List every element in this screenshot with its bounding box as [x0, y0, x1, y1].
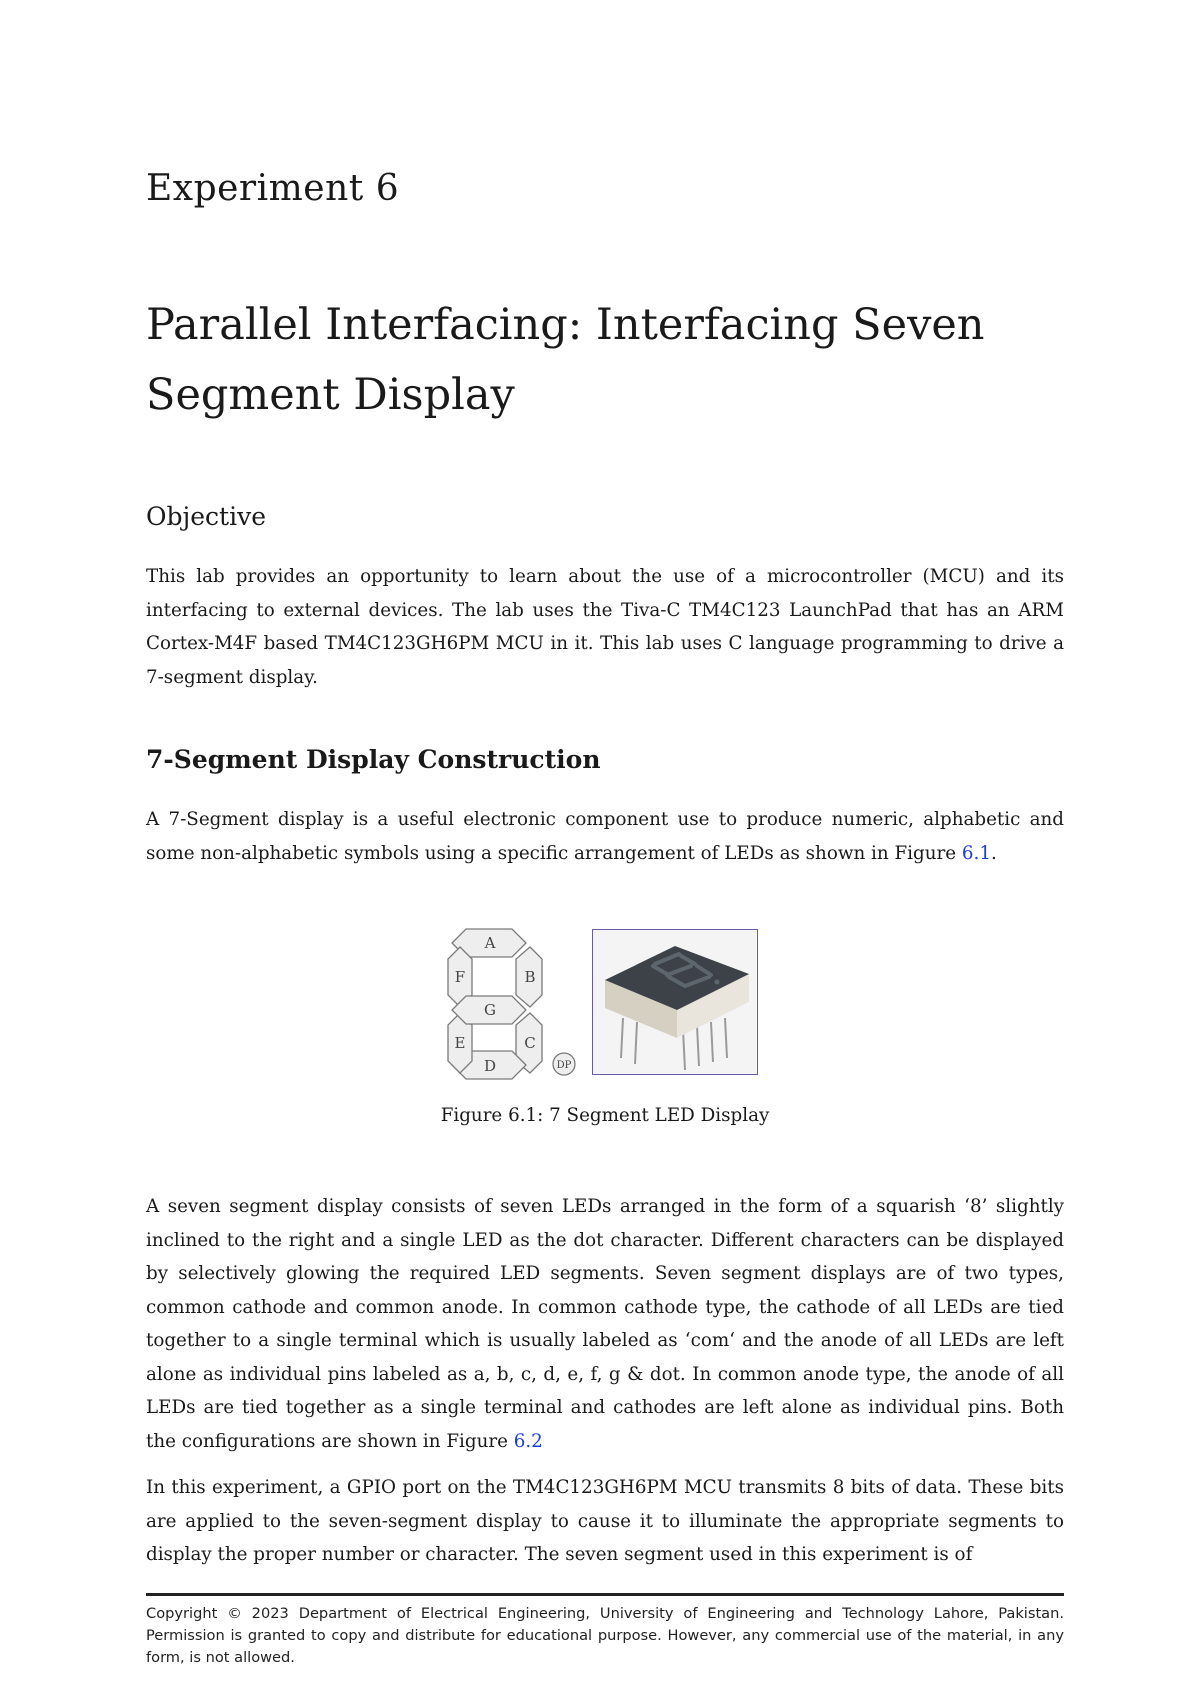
page-title: Parallel Interfacing: Interfacing Seven Segment Display	[146, 300, 985, 420]
objective-paragraph: This lab provides an opportunity to learn about the use of a microcontroller (MCU) and its interfacing to external devices. The lab uses the Tiva-C TM4C123 LaunchPad that has an ARM Cortex-M4F based TM4C123GH6PM MCU in it. This lab uses C language programming to drive a 7-segment display.	[146, 566, 1064, 688]
figure-caption: Figure 6.1: 7 Segment LED Display	[440, 1105, 770, 1126]
figure-6-2-link[interactable]: 6.2	[513, 1430, 543, 1452]
segment-diagram	[444, 925, 584, 1085]
seven-segment-photo	[592, 929, 758, 1075]
construction-text-end: .	[990, 842, 997, 864]
segment-a-label: A	[484, 934, 496, 952]
construction-heading: 7-Segment Display Construction	[146, 745, 601, 774]
segment-c-label: C	[524, 1034, 536, 1052]
experiment-paragraph: In this experiment, a GPIO port on the TM4C123GH6PM MCU transmits 8 bits of data. These bits are applied to the seven-segment display to cause it to illuminate the appropriate segments to display the proper number or character. The seven segment used in this experiment is of	[146, 1477, 1064, 1565]
construction-text: A 7-Segment display is a useful electronic component use to produce numeric, alphabetic and some non-alphabetic symbols using a specific arrangement of LEDs as shown in Figure	[146, 809, 1064, 864]
description-paragraph	[146, 1190, 1064, 1458]
copyright-footer: Copyright © 2023 Department of Electrical Engineering, University of Engineering and Technology Lahore, Pakistan. Permission is granted to copy and distribute for educational purpose. However, any commercial use of the material, in any form, is not allowed.	[146, 1605, 1064, 1666]
segment-b-label: B	[524, 968, 536, 986]
segment-g-label: G	[484, 1001, 496, 1019]
document-page	[146, 0, 1064, 1696]
segment-f-label: F	[454, 968, 466, 986]
led-display-illustration	[593, 930, 758, 1075]
construction-paragraph	[146, 803, 1064, 870]
objective-heading: Objective	[146, 502, 267, 531]
segment-e-label: E	[454, 1034, 466, 1052]
segment-dp-label: DP	[556, 1060, 572, 1071]
description-text: A seven segment display consists of seven LEDs arranged in the form of a squarish ‘8’ slightly inclined to the right and a single LED as the dot character. Different characters can be displayed by selectively glowing the required LED segments. Seven segment displays are of two types, common cathode and common anode. In common cathode type, the cathode of all LEDs are tied together to a single terminal which is usually labeled as ‘com‘ and the anode of all LEDs are left alone as individual pins labeled as a, b, c, d, e, f, g & dot. In common anode type, the anode of all LEDs are tied together as a single terminal and cathodes are left alone as individual pins. Both the configurations are shown in Figure	[146, 1196, 1064, 1452]
footer-divider	[146, 1593, 1064, 1596]
experiment-label: Experiment 6	[146, 168, 400, 209]
segment-d-label: D	[483, 1057, 497, 1075]
figure-6-1-link[interactable]: 6.1	[961, 842, 991, 864]
